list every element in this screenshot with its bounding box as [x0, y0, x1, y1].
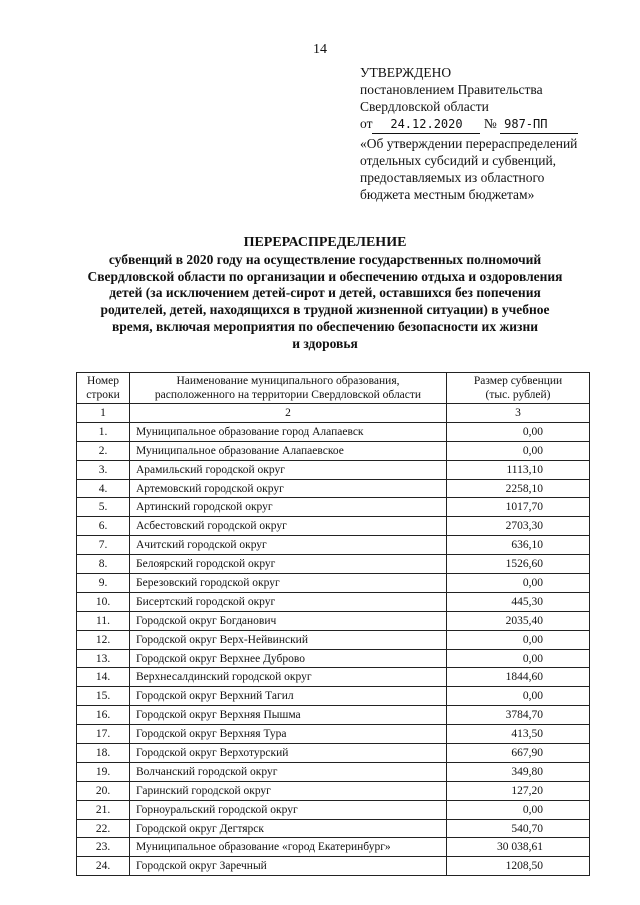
municipality-name: Волчанский городской округ	[130, 762, 447, 781]
row-number: 2.	[77, 441, 130, 460]
subvention-amount: 667,90	[447, 744, 590, 763]
decree-line: бюджета местным бюджетам»	[360, 187, 535, 202]
subvention-amount: 0,00	[447, 649, 590, 668]
title-line: время, включая мероприятия по обеспечению безопасности их жизни	[111, 318, 539, 334]
row-number: 21.	[77, 800, 130, 819]
municipality-name: Гаринский городской округ	[130, 781, 447, 800]
title-line: детей (за исключением детей-сирот и детей, оставшихся без попечения	[109, 285, 541, 301]
municipality-name: Городской округ Дегтярск	[130, 819, 447, 838]
header-text: (тыс. рублей)	[485, 389, 551, 401]
row-number: 20.	[77, 781, 130, 800]
row-number: 17.	[77, 725, 130, 744]
approval-date-line	[360, 115, 610, 134]
row-number: 14.	[77, 668, 130, 687]
column-index: 3	[447, 404, 590, 423]
row-number: 12.	[77, 630, 130, 649]
municipality-name: Ачитский городской округ	[130, 536, 447, 555]
header-text: Размер субвенции	[473, 375, 563, 387]
row-number: 22.	[77, 819, 130, 838]
subvention-amount: 0,00	[447, 630, 590, 649]
municipality-name: Арамильский городской округ	[130, 460, 447, 479]
subvention-amount: 0,00	[447, 441, 590, 460]
municipality-name: Городской округ Верхотурский	[130, 744, 447, 763]
table-row	[77, 668, 590, 687]
municipality-name: Березовский городской округ	[130, 574, 447, 593]
municipality-name: Городской округ Заречный	[130, 857, 447, 876]
approval-line-1: постановлением Правительства	[360, 82, 543, 97]
header-text: Наименование муниципального образования,	[176, 375, 400, 387]
row-number: 15.	[77, 687, 130, 706]
municipality-name: Муниципальное образование Алапаевское	[130, 441, 447, 460]
table-row	[77, 687, 590, 706]
date-prefix: от	[360, 116, 373, 131]
row-number: 13.	[77, 649, 130, 668]
municipality-name: Артемовский городской округ	[130, 479, 447, 498]
subvention-amount: 1113,10	[447, 460, 590, 479]
subvention-amount: 349,80	[447, 762, 590, 781]
subvention-amount: 636,10	[447, 536, 590, 555]
row-number: 1.	[77, 422, 130, 441]
subvention-amount: 540,70	[447, 819, 590, 838]
municipality-name: Муниципальное образование «город Екатеринбург»	[130, 838, 447, 857]
municipality-name: Бисертский городской округ	[130, 592, 447, 611]
table-row	[77, 555, 590, 574]
table-row	[77, 498, 590, 517]
subvention-amount: 1526,60	[447, 555, 590, 574]
table-row	[77, 479, 590, 498]
row-number: 16.	[77, 706, 130, 725]
municipality-name: Городской округ Верхняя Пышма	[130, 706, 447, 725]
municipality-name: Горноуральский городской округ	[130, 800, 447, 819]
decree-line: предоставляемых из областного	[360, 170, 545, 185]
table-row	[77, 611, 590, 630]
decree-line: отдельных субсидий и субвенций,	[360, 153, 557, 168]
column-index: 1	[77, 404, 130, 423]
subvention-amount: 0,00	[447, 574, 590, 593]
subvention-amount: 2035,40	[447, 611, 590, 630]
table-row	[77, 441, 590, 460]
document-heading: ПЕРЕРАСПРЕДЕЛЕНИЕ	[243, 235, 407, 250]
municipality-name: Асбестовский городской округ	[130, 517, 447, 536]
row-number: 19.	[77, 762, 130, 781]
table-row	[77, 838, 590, 857]
table-body	[77, 422, 590, 875]
decree-line: «Об утверждении перераспределений	[360, 136, 578, 151]
row-number: 8.	[77, 555, 130, 574]
table-row	[77, 706, 590, 725]
row-number: 11.	[77, 611, 130, 630]
table-row	[77, 649, 590, 668]
table-row	[77, 460, 590, 479]
subvention-amount: 445,30	[447, 592, 590, 611]
header-text: расположенного на территории Свердловской области	[154, 389, 422, 401]
document-title	[60, 235, 590, 353]
table-row	[77, 800, 590, 819]
header-row-number	[77, 373, 130, 404]
table-row	[77, 422, 590, 441]
row-number: 18.	[77, 744, 130, 763]
approval-date: 24.12.2020	[372, 116, 480, 134]
approval-number: 987-ПП	[500, 116, 578, 134]
subvention-amount: 2703,30	[447, 517, 590, 536]
table-row	[77, 819, 590, 838]
page-number: 14	[313, 42, 327, 57]
subvention-amount: 1208,50	[447, 857, 590, 876]
table-row	[77, 574, 590, 593]
table-row	[77, 536, 590, 555]
table-row	[77, 781, 590, 800]
subvention-amount: 0,00	[447, 422, 590, 441]
approval-line-2: Свердловской области	[360, 99, 489, 114]
municipality-name: Городской округ Богданович	[130, 611, 447, 630]
municipality-name: Белоярский городской округ	[130, 555, 447, 574]
header-municipality	[130, 373, 447, 404]
subvention-table	[76, 372, 590, 876]
column-index-row	[77, 404, 590, 423]
municipality-name: Муниципальное образование город Алапаевск	[130, 422, 447, 441]
row-number: 9.	[77, 574, 130, 593]
municipality-name: Верхнесалдинский городской округ	[130, 668, 447, 687]
municipality-name: Городской округ Верхний Тагил	[130, 687, 447, 706]
subvention-amount: 127,20	[447, 781, 590, 800]
table-row	[77, 725, 590, 744]
table-row	[77, 762, 590, 781]
municipality-name: Артинский городской округ	[130, 498, 447, 517]
subvention-amount: 2258,10	[447, 479, 590, 498]
subvention-amount: 1017,70	[447, 498, 590, 517]
approval-title: УТВЕРЖДЕНО	[360, 65, 452, 80]
municipality-name: Городской округ Верхняя Тура	[130, 725, 447, 744]
row-number: 5.	[77, 498, 130, 517]
row-number: 7.	[77, 536, 130, 555]
title-line: субвенций в 2020 году на осуществление государственных полномочий	[108, 251, 542, 267]
title-line: родителей, детей, находящихся в трудной жизненной ситуации) в учебное	[100, 302, 550, 318]
table-row	[77, 517, 590, 536]
row-number: 3.	[77, 460, 130, 479]
header-amount	[447, 373, 590, 404]
row-number: 6.	[77, 517, 130, 536]
row-number: 4.	[77, 479, 130, 498]
header-text: строки	[86, 389, 120, 401]
subvention-amount: 1844,60	[447, 668, 590, 687]
row-number: 24.	[77, 857, 130, 876]
subvention-amount: 413,50	[447, 725, 590, 744]
column-index: 2	[130, 404, 447, 423]
subvention-amount: 0,00	[447, 800, 590, 819]
municipality-name: Городской округ Верхнее Дуброво	[130, 649, 447, 668]
title-line: и здоровья	[292, 335, 358, 351]
table-header-row	[77, 373, 590, 404]
approval-block	[360, 64, 610, 203]
header-text: Номер	[87, 375, 119, 387]
number-prefix: №	[483, 116, 497, 131]
table-row	[77, 592, 590, 611]
subvention-amount: 0,00	[447, 687, 590, 706]
subvention-amount: 3784,70	[447, 706, 590, 725]
table-row	[77, 744, 590, 763]
title-line: Свердловской области по организации и обеспечению отдыха и оздоровления	[87, 268, 563, 284]
subvention-amount: 30 038,61	[447, 838, 590, 857]
decree-title	[360, 135, 610, 203]
municipality-name: Городской округ Верх-Нейвинский	[130, 630, 447, 649]
row-number: 10.	[77, 592, 130, 611]
row-number: 23.	[77, 838, 130, 857]
table-row	[77, 857, 590, 876]
table-row	[77, 630, 590, 649]
